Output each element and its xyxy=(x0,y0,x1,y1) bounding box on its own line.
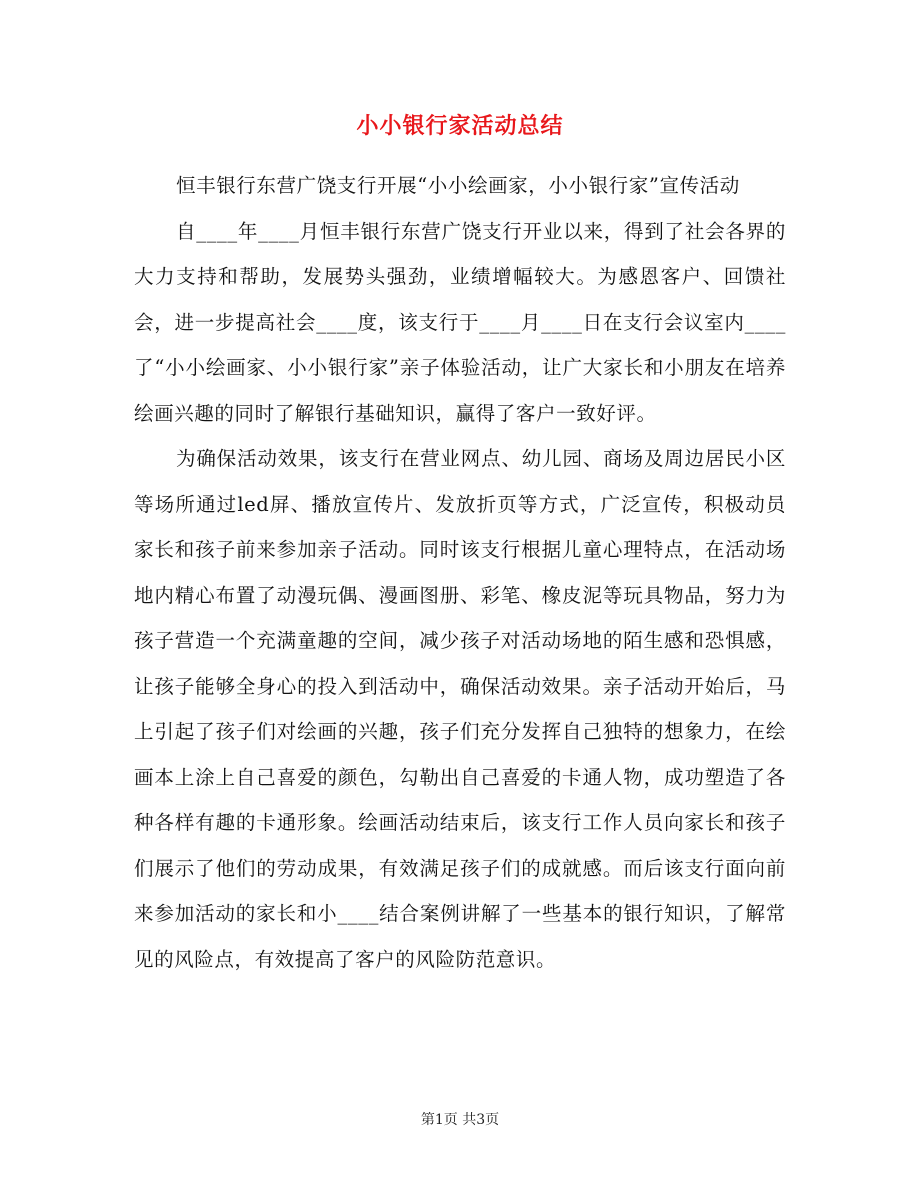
body-paragraph-2: 为确保活动效果，该支行在营业网点、幼儿园、商场及周边居民小区等场所通过led屏、播放宣传片、发放折页等方式，广泛宣传，积极动员家长和孩子前来参加亲子活动。同时该支行根据儿童心理特点，在活动场地内精心布置了动漫玩偶、漫画图册、彩笔、橡皮泥等玩具物品，努力为孩子营造一个充满童趣的空间，减少孩子对活动场地的陌生感和恐惧感，让孩子能够全身心的投入到活动中，确保活动效果。亲子活动开始后，马上引起了孩子们对绘画的兴趣，孩子们充分发挥自己独特的想象力，在绘画本上涂上自己喜爱的颜色，勾勒出自己喜爱的卡通人物，成功塑造了各种各样有趣的卡通形象。绘画活动结束后，该支行工作人员向家长和孩子们展示了他们的劳动成果，有效满足孩子们的成就感。而后该支行面向前来参加活动的家长和小____结合案例讲解了一些基本的银行知识，了解常见的风险点，有效提高了客户的风险防范意识。 xyxy=(134,447,786,971)
page-number-footer: 第1页 共3页 xyxy=(420,1112,500,1128)
body-paragraph-1: 自____年____月恒丰银行东营广饶支行开业以来，得到了社会各界的大力支持和帮助，发展势头强劲，业绩增幅较大。为感恩客户、回馈社会，进一步提高社会____度，该支行于____月____日在支行会议室内____了“小小绘画家、小小银行家”亲子体验活动，让广大家长和小朋友在培养绘画兴趣的同时了解银行基础知识，赢得了客户一致好评。 xyxy=(134,219,786,425)
subtitle-paragraph: 恒丰银行东营广饶支行开展“小小绘画家，小小银行家”宣传活动 xyxy=(176,174,740,197)
document-body xyxy=(134,163,786,982)
document-title: 小小银行家活动总结 xyxy=(356,113,564,139)
